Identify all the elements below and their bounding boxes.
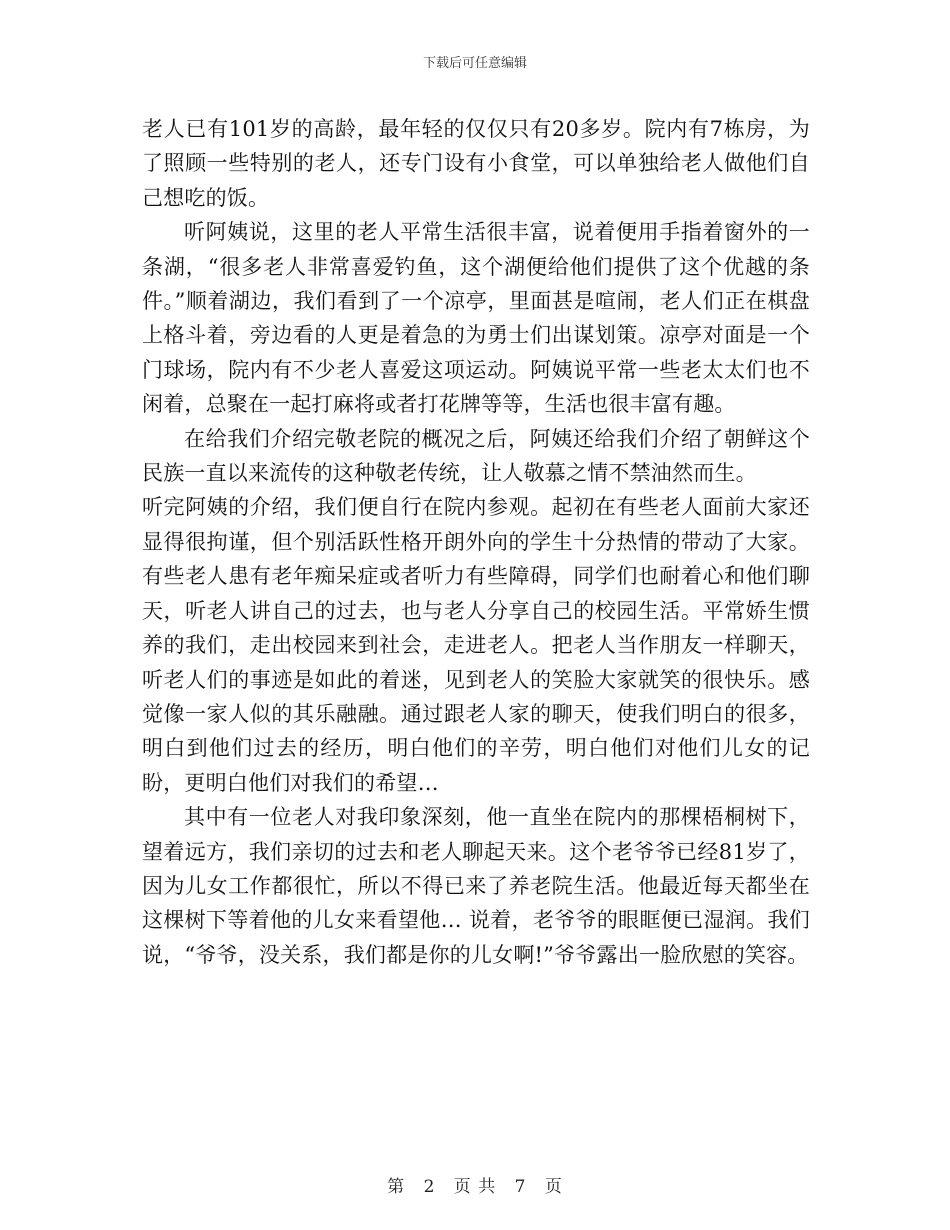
footer-suffix: 页 [544, 1177, 563, 1197]
paragraph: 在给我们介绍完敬老院的概况之后，阿姨还给我们介绍了朝鲜这个民族一直以来流传的这种敬老传统，让人敬慕之情不禁油然而生。 [142, 426, 810, 486]
paragraph: 老人已有101岁的高龄，最年轻的仅仅只有20多岁。院内有7栋房，为了照顾一些特别的老人，还专门设有小食堂，可以单独给老人做他们自己想吃的饭。 [142, 117, 810, 210]
page-header: 下载后可任意编辑 [422, 56, 527, 71]
current-page-number: 2 [423, 1177, 436, 1197]
paragraph: 听完阿姨的介绍，我们便自行在院内参观。起初在有些老人面前大家还显得很拘谨，但个别活跃性格开朗外向的学生十分热情的带动了大家。有些老人患有老年痴呆症或者听力有些障碍，同学们也耐着心和他们聊天，听老人讲自己的过去，也与老人分享自己的校园生活。平常娇生惯养的我们，走出校园来到社会，走进老人。把老人当作朋友一样聊天，听老人们的事迹是如此的着迷，见到老人的笑脸大家就笑的很快乐。感觉像一家人似的其乐融融。通过跟老人家的聊天，使我们明白的很多，明白到他们过去的经历，明白他们的辛劳，明白他们对他们儿女的记盼，更明白他们对我们的希望… [142, 495, 810, 795]
footer-prefix: 第 [387, 1177, 406, 1197]
paragraph: 其中有一位老人对我印象深刻，他一直坐在院内的那棵梧桐树下，望着远方，我们亲切的过去和老人聊起天来。这个老爷爷已经81岁了，因为儿女工作都很忙，所以不得已来了养老院生活。他最近每天都坐在这棵树下等着他的儿女来看望他… 说着，老爷爷的眼眶便已湿润。我们说，“爷爷，没关系，我们都是你的儿女啊!”爷爷露出一脸欣慰的笑容。 [142, 805, 810, 967]
paragraph: 听阿姨说，这里的老人平常生活很丰富，说着便用手指着窗外的一条湖，“很多老人非常喜爱钓鱼，这个湖便给他们提供了这个优越的条件。”顺着湖边，我们看到了一个凉亭，里面甚是喧闹，老人们正在棋盘上格斗着，旁边看的人更是着急的为勇士们出谋划策。凉亭对面是一个门球场，院内有不少老人喜爱这项运动。阿姨说平常一些老太太们也不闲着，总聚在一起打麻将或者打花牌等等，生活也很丰富有趣。 [142, 220, 810, 417]
document-body [142, 112, 810, 972]
page-footer [0, 1172, 950, 1197]
total-page-number: 7 [514, 1177, 527, 1197]
footer-mid: 页 共 [453, 1177, 497, 1197]
